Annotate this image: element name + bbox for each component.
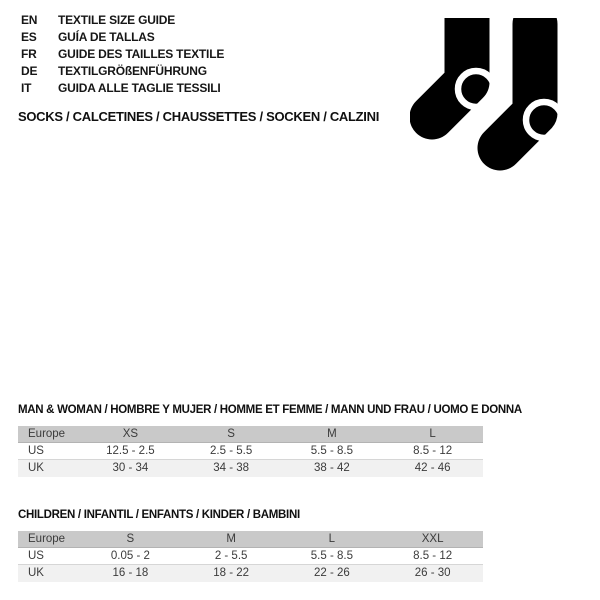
language-label: GUIDA ALLE TAGLIE TESSILI	[58, 81, 221, 95]
column-header-region: Europe	[18, 531, 80, 548]
size-table-man-woman	[18, 426, 483, 477]
language-row-it	[21, 81, 224, 98]
column-header-l: L	[282, 531, 383, 548]
socks-icon	[410, 18, 560, 183]
size-cell: 16 - 18	[112, 567, 149, 580]
size-cell: 42 - 46	[414, 462, 451, 475]
size-cell: 2.5 - 5.5	[210, 445, 253, 457]
language-code: ES	[21, 30, 37, 44]
language-code: FR	[21, 47, 37, 61]
region-cell: UK	[28, 462, 44, 475]
column-header-l: L	[382, 426, 483, 443]
language-label: GUÍA DE TALLAS	[58, 30, 155, 44]
column-header-xs: XS	[80, 426, 181, 443]
size-table-children	[18, 531, 483, 582]
column-header-s: S	[80, 531, 181, 548]
sock-right-icon	[500, 24, 560, 148]
size-cell: 26 - 30	[414, 567, 451, 580]
language-row-es	[21, 30, 224, 47]
language-code: EN	[21, 13, 38, 27]
size-cell: 8.5 - 12	[413, 550, 453, 562]
table-row-uk	[18, 565, 483, 582]
language-row-en	[21, 13, 224, 30]
region-cell: US	[28, 445, 44, 457]
size-section-children	[18, 509, 483, 582]
size-cell: 18 - 22	[213, 567, 250, 580]
language-label: TEXTILE SIZE GUIDE	[58, 13, 176, 27]
category-line: SOCKS / CALCETINES / CHAUSSETTES / SOCKEN / CALZINI	[18, 109, 380, 124]
language-label: TEXTILGRÖßENFÜHRUNG	[58, 64, 207, 78]
region-cell: UK	[28, 567, 44, 580]
size-cell: 5.5 - 8.5	[310, 550, 353, 562]
size-section-man-woman	[18, 404, 522, 477]
language-code: IT	[21, 81, 32, 95]
language-list	[21, 13, 224, 98]
column-header-m: M	[181, 531, 282, 548]
language-row-fr	[21, 47, 224, 64]
column-header-s: S	[181, 426, 282, 443]
language-code: DE	[21, 64, 38, 78]
size-cell: 2 - 5.5	[214, 550, 248, 562]
column-header-xxl: XXL	[382, 531, 483, 548]
region-cell: US	[28, 550, 44, 562]
size-cell: 38 - 42	[313, 462, 350, 475]
table-title-children: CHILDREN / INFANTIL / ENFANTS / KINDER / BAMBINI	[18, 509, 300, 521]
column-header-m: M	[282, 426, 383, 443]
size-cell: 0.05 - 2	[110, 550, 150, 562]
size-cell: 22 - 26	[313, 567, 350, 580]
sock-left-icon	[432, 18, 494, 117]
language-label: GUIDE DES TAILLES TEXTILE	[58, 47, 225, 61]
table-header-row	[18, 426, 483, 443]
language-row-de	[21, 64, 224, 81]
size-cell: 34 - 38	[213, 462, 250, 475]
table-title-man-woman: MAN & WOMAN / HOMBRE Y MUJER / HOMME ET FEMME / MANN UND FRAU / UOMO E DONNA	[18, 404, 522, 416]
table-row-uk	[18, 460, 483, 477]
column-header-region: Europe	[18, 426, 80, 443]
size-cell: 5.5 - 8.5	[310, 445, 353, 457]
table-row-us	[18, 548, 483, 565]
size-cell: 8.5 - 12	[413, 445, 453, 457]
table-header-row	[18, 531, 483, 548]
size-cell: 12.5 - 2.5	[106, 445, 155, 457]
size-cell: 30 - 34	[112, 462, 149, 475]
table-row-us	[18, 443, 483, 460]
